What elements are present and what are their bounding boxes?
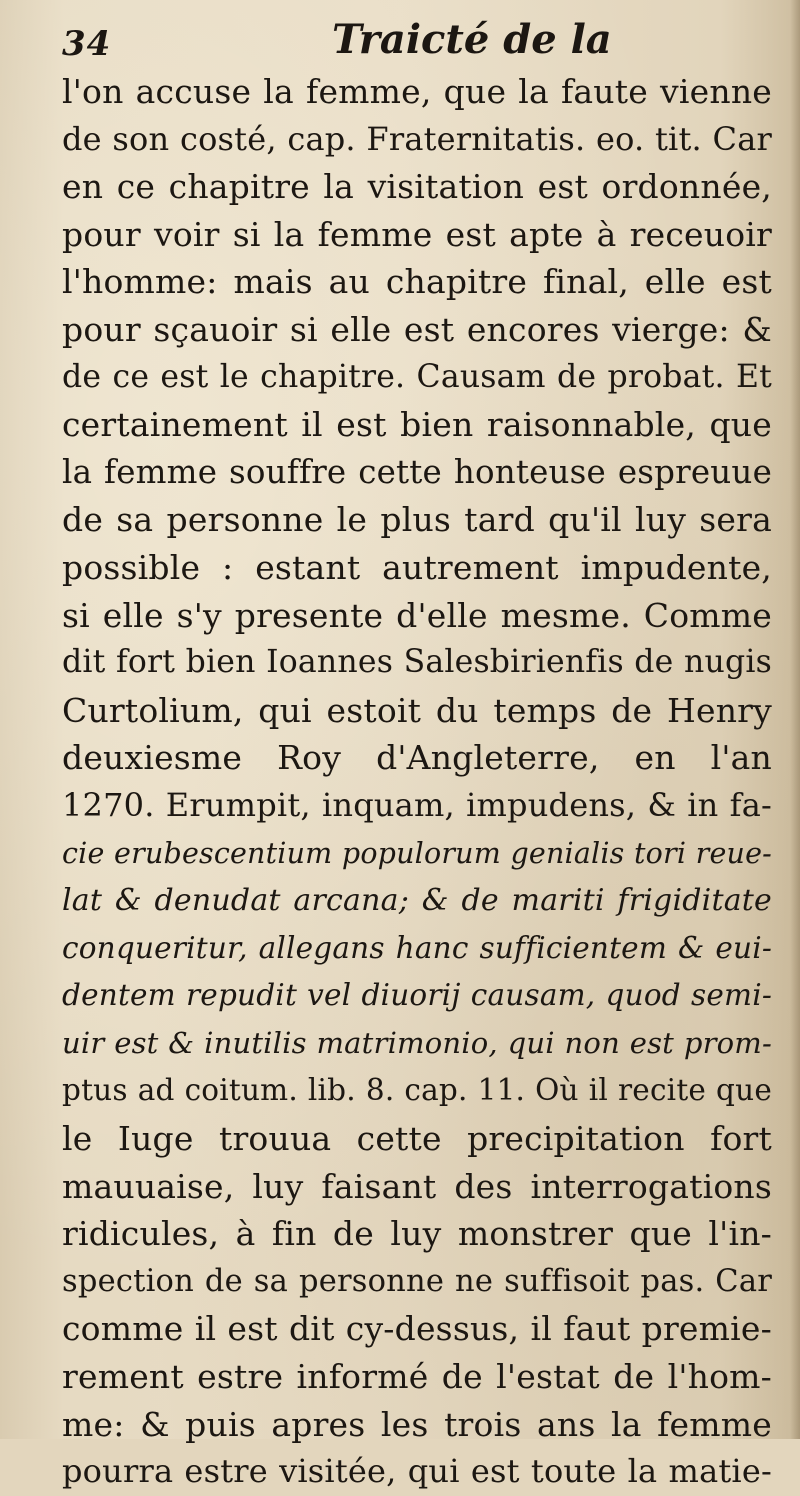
- text-line: me: & puis apres les trois ans la femme: [62, 1404, 772, 1444]
- text-line: le Iuge trouua cette precipitation fort: [62, 1119, 772, 1159]
- text-line: en ce chapitre la visitation est ordonnée,: [62, 167, 772, 207]
- text-line: pour voir si la femme est apte à receuoir: [62, 214, 772, 254]
- text-line: de son costé, cap. Fraternitatis. eo. tit. Car: [62, 119, 772, 158]
- text-line: l'homme: mais au chapitre final, elle est: [62, 262, 772, 302]
- page-header: [62, 10, 762, 72]
- text-line: possible : estant autrement impudente,: [62, 547, 772, 587]
- text-line: comme il est dit cy-dessus, il faut premie-: [62, 1309, 772, 1349]
- page-number: 34: [62, 24, 112, 64]
- text-line: pour sçauoir si elle est encores vierge: &: [62, 309, 772, 349]
- text-line: de ce est le chapitre. Causam de probat. Et: [62, 358, 772, 395]
- text-line: mauuaise, luy faisant des interrogations: [62, 1166, 772, 1206]
- latin-quote-line: dentem repudit vel diuorij causam, quod semi-: [62, 978, 772, 1013]
- latin-quote-line: uir est & inutilis matrimonio, qui non est prom-: [62, 1025, 772, 1060]
- text-line: certainement il est bien raisonnable, que: [62, 405, 772, 445]
- text-line: pourra estre visitée, qui est toute la matie-: [62, 1452, 772, 1491]
- page-edge-shadow: [790, 0, 800, 1439]
- text-line: deuxiesme Roy d'Angleterre, en l'an: [62, 738, 772, 778]
- running-title: Traicté de la: [332, 16, 612, 63]
- text-line: rement estre informé de l'estat de l'hom-: [62, 1357, 772, 1397]
- text-line: dit fort bien Ioannes Salesbirienfis de nugis: [62, 644, 772, 681]
- latin-quote-line: conqueritur, allegans hanc sufficientem & eui-: [62, 930, 772, 965]
- text-line: de sa personne le plus tard qu'il luy sera: [62, 500, 772, 540]
- text-line: spection de sa personne ne suffisoit pas. Car: [62, 1263, 772, 1299]
- text-line: si elle s'y presente d'elle mesme. Comme: [62, 595, 772, 635]
- latin-quote-line: cie erubescentium populorum genialis tori reue-: [62, 836, 772, 870]
- latin-quote-line: lat & denudat arcana; & de mariti frigiditate: [62, 883, 772, 919]
- text-line: ridicules, à fin de luy monstrer que l'in-: [62, 1214, 772, 1254]
- text-line: Curtolium, qui estoit du temps de Henry: [62, 690, 772, 730]
- body-text: [62, 68, 772, 1496]
- text-line: l'on accuse la femme, que la faute vienne: [62, 72, 772, 111]
- text-line: 1270. Erumpit, inquam, impudens, & in fa-: [62, 785, 772, 824]
- text-line: la femme souffre cette honteuse espreuue: [62, 452, 772, 491]
- text-line: ptus ad coitum. lib. 8. cap. 11. Où il recite que: [62, 1073, 772, 1108]
